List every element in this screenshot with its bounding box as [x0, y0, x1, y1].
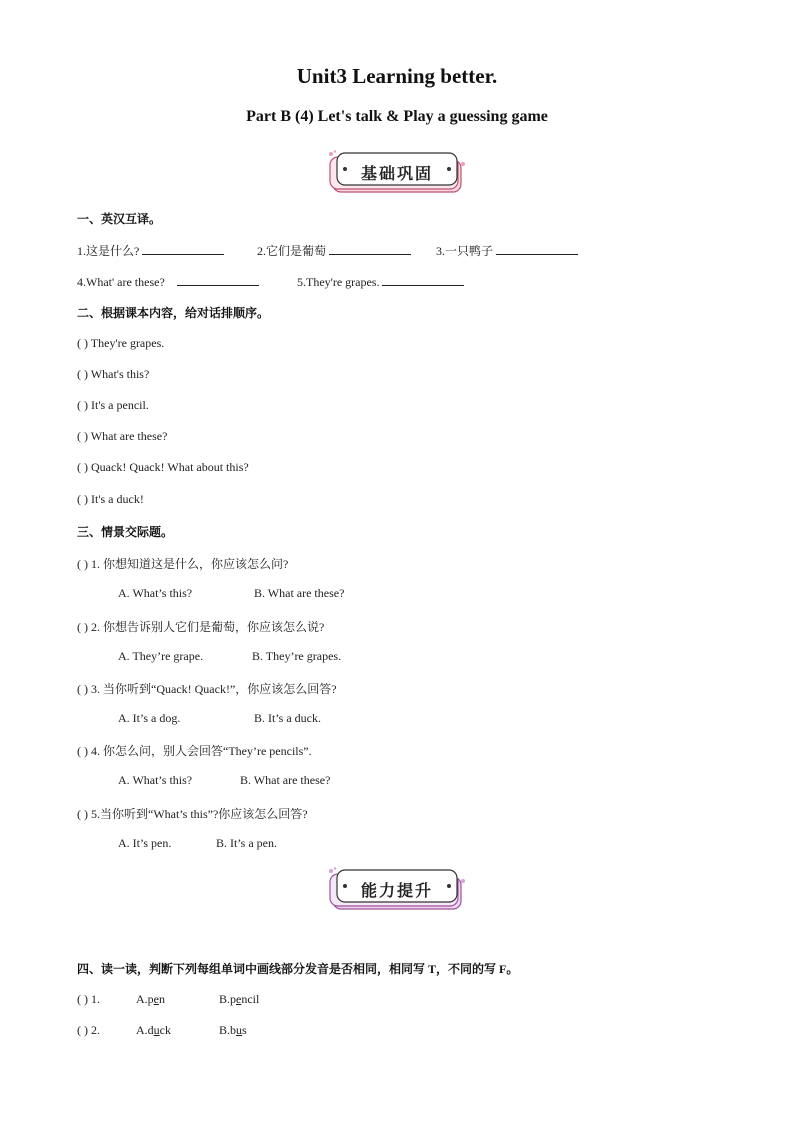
order-item-text: It's a duck! — [91, 492, 144, 506]
section-1-heading: 一、英汉互译。 — [77, 212, 162, 226]
phonics-item — [77, 1023, 100, 1038]
phonics-num: 1. — [91, 992, 100, 1006]
option-b[interactable]: B. What are these? — [240, 773, 331, 787]
question-text: 4. 你怎么问，别人会回答“They’re pencils”. — [91, 744, 312, 758]
answer-paren[interactable]: ( ) — [77, 807, 88, 821]
answer-blank[interactable] — [329, 242, 411, 255]
order-item — [77, 367, 149, 382]
translate-item-2-text: 2.它们是葡萄 — [257, 244, 327, 258]
underlined-letter: e — [236, 992, 242, 1006]
section-2-heading: 二、根据课本内容，给对话排顺序。 — [77, 306, 270, 320]
answer-paren[interactable]: ( ) — [77, 336, 88, 350]
question-text: 3. 当你听到“Quack! Quack!”，你应该怎么回答? — [91, 682, 337, 696]
word-part: ck — [159, 1023, 171, 1037]
order-item-text: They're grapes. — [90, 336, 165, 350]
question-text: 2. 你想告诉别人它们是葡萄，你应该怎么说? — [91, 620, 325, 634]
option-b[interactable]: B. It’s a pen. — [216, 836, 277, 850]
order-item-text: What's this? — [90, 367, 150, 381]
answer-blank[interactable] — [382, 273, 464, 286]
answer-blank[interactable] — [177, 273, 259, 286]
option-a[interactable]: A. What’s this? — [118, 773, 193, 787]
section-banner-advanced — [327, 867, 467, 913]
translate-item-5-text: 5.They're grapes. — [297, 275, 380, 289]
option-a[interactable]: A. It’s pen. — [118, 836, 172, 850]
option-b[interactable]: B. What are these? — [254, 586, 345, 600]
phonics-word-b — [219, 992, 259, 1007]
answer-paren[interactable]: ( ) — [77, 398, 88, 412]
question-text: 1. 你想知道这是什么，你应该怎么问? — [91, 557, 289, 571]
question-item — [77, 805, 308, 822]
word-part: s — [242, 1023, 247, 1037]
translate-item-1-text: 1.这是什么? — [77, 244, 140, 258]
answer-paren[interactable]: ( ) — [77, 492, 88, 506]
question-item — [77, 555, 288, 572]
phonics-item — [77, 992, 100, 1007]
translate-item-4 — [77, 273, 259, 290]
answer-paren[interactable]: ( ) — [77, 557, 88, 571]
translate-item-4-text: 4.What' are these? — [77, 275, 165, 289]
order-item — [77, 398, 149, 413]
answer-paren[interactable]: ( ) — [77, 429, 88, 443]
word-part: A.d — [136, 1023, 154, 1037]
answer-paren[interactable]: ( ) — [77, 1023, 88, 1037]
section-banner-basic — [327, 150, 467, 196]
answer-paren[interactable]: ( ) — [77, 992, 88, 1006]
translate-item-5 — [297, 273, 464, 290]
banner-label-advanced: 能力提升 — [360, 881, 433, 900]
order-item-text: It's a pencil. — [91, 398, 149, 412]
answer-paren[interactable]: ( ) — [77, 682, 88, 696]
translate-item-3 — [436, 242, 578, 259]
question-item — [77, 680, 337, 697]
answer-paren[interactable]: ( ) — [77, 460, 88, 474]
question-item — [77, 742, 312, 759]
answer-paren[interactable]: ( ) — [77, 367, 88, 381]
answer-paren[interactable]: ( ) — [77, 620, 88, 634]
order-item — [77, 460, 249, 475]
option-b[interactable]: B. It’s a duck. — [254, 711, 321, 725]
page-subtitle: Part B (4) Let's talk & Play a guessing game — [246, 108, 548, 125]
option-a[interactable]: A. What’s this? — [118, 586, 193, 600]
option-a[interactable]: A. It’s a dog. — [118, 711, 181, 725]
word-part: n — [159, 992, 165, 1006]
phonics-word-a — [136, 1023, 171, 1038]
answer-paren[interactable]: ( ) — [77, 744, 88, 758]
underlined-letter: u — [236, 1023, 243, 1037]
word-part: A.p — [136, 992, 154, 1006]
answer-blank[interactable] — [496, 242, 578, 255]
banner-label-basic: 基础巩固 — [360, 164, 433, 183]
option-a[interactable]: A. They’re grape. — [118, 649, 204, 663]
translate-item-1 — [77, 242, 224, 259]
question-item — [77, 618, 324, 635]
order-item — [77, 492, 144, 507]
phonics-num: 2. — [91, 1023, 100, 1037]
underlined-letter: u — [153, 1023, 160, 1037]
page-title: Unit3 Learning better. — [296, 64, 498, 88]
word-part: B.p — [219, 992, 237, 1006]
order-item — [77, 336, 164, 351]
translate-item-3-text: 3.一只鸭子 — [436, 244, 494, 258]
option-b[interactable]: B. They’re grapes. — [252, 649, 342, 663]
phonics-word-a — [136, 992, 165, 1007]
word-part: ncil — [241, 992, 260, 1006]
question-text: 5.当你听到“What’s this”?你应该怎么回答? — [91, 807, 308, 821]
order-item — [77, 429, 167, 444]
underlined-letter: e — [153, 992, 159, 1006]
section-3-heading: 三、情景交际题。 — [77, 525, 174, 539]
order-item-text: Quack! Quack! What about this? — [91, 460, 249, 474]
answer-blank[interactable] — [142, 242, 224, 255]
order-item-text: What are these? — [90, 429, 168, 443]
phonics-word-b — [219, 1023, 247, 1038]
word-part: B.b — [219, 1023, 237, 1037]
translate-item-2 — [257, 242, 411, 259]
section-4-heading: 四、读一读，判断下列每组单词中画线部分发音是否相同，相同写 T，不同的写 F。 — [77, 962, 519, 976]
